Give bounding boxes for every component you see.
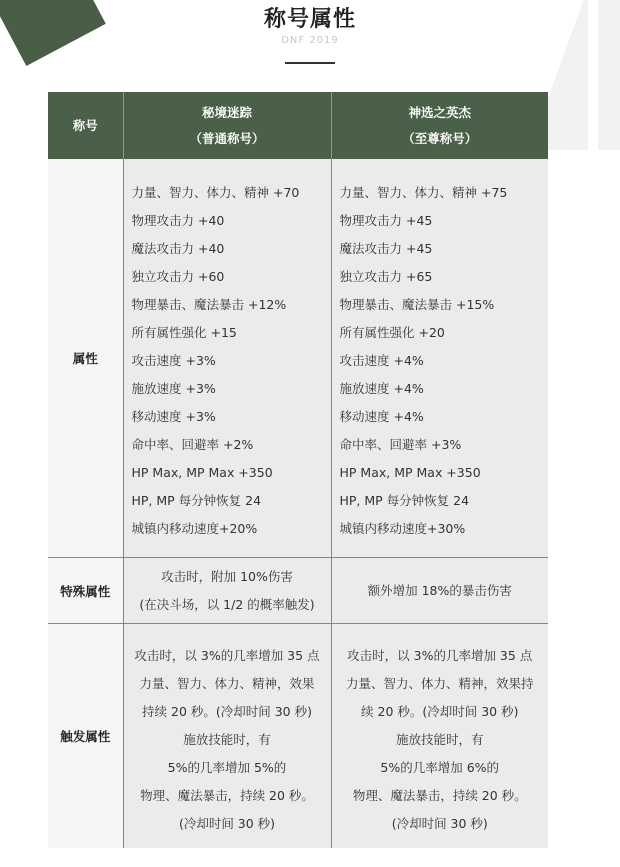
stat-line: 移动速度 +3%	[131, 409, 216, 424]
header-col1-tier: （普通称号）	[189, 130, 265, 146]
table-row-special	[48, 558, 548, 624]
special-line: (在决斗场，以 1/2 的概率触发)	[139, 596, 315, 612]
page-subtitle: DNF 2019	[281, 35, 339, 46]
table-header-row	[48, 92, 548, 159]
trigger-line: 5%的几率增加 5%的	[167, 760, 287, 775]
trigger-line: (冷却时间 30 秒)	[391, 816, 488, 831]
trigger-line: 施放技能时，有	[183, 732, 271, 747]
trigger-line: (冷却时间 30 秒)	[178, 816, 276, 831]
stat-line: 移动速度 +4%	[339, 409, 424, 424]
header-col2-tier: （至尊称号）	[402, 130, 478, 146]
stat-line: 城镇内移动速度+30%	[339, 521, 466, 536]
trigger-col1	[123, 624, 331, 849]
stat-line: HP Max, MP Max +350	[131, 465, 273, 480]
attributes-col2	[331, 159, 548, 558]
row-label-special: 特殊属性	[48, 558, 123, 624]
special-line: 攻击时，附加 10%伤害	[161, 568, 293, 584]
stat-line: 独立攻击力 +65	[339, 269, 433, 284]
header-label-cell: 称号	[48, 92, 123, 159]
stat-line: 施放速度 +4%	[339, 381, 424, 396]
stat-line: 力量、智力、体力、精神 +75	[339, 185, 508, 200]
stat-line: 物理攻击力 +45	[339, 213, 433, 228]
trigger-line: 力量、智力、体力、精神，效果持	[345, 676, 534, 691]
header-col1-name: 秘境迷踪	[201, 104, 252, 120]
header-col2-cell	[331, 92, 548, 159]
table-row-trigger	[48, 624, 548, 849]
row-label-trigger: 触发属性	[48, 624, 123, 849]
stat-line: 物理暴击、魔法暴击 +15%	[339, 297, 495, 312]
stat-line: 魔法攻击力 +40	[131, 241, 225, 256]
stat-line: 攻击速度 +4%	[339, 353, 424, 368]
special-line: 额外增加 18%的暴击伤害	[367, 582, 512, 598]
stat-line: 施放速度 +3%	[131, 381, 216, 396]
trigger-line: 物理、魔法暴击，持续 20 秒。	[140, 788, 314, 803]
trigger-line: 续 20 秒。(冷却时间 30 秒)	[361, 704, 519, 719]
special-col1	[123, 558, 331, 624]
stat-line: 物理暴击、魔法暴击 +12%	[131, 297, 287, 312]
stat-line: HP, MP 每分钟恢复 24	[131, 493, 262, 508]
stat-line: 力量、智力、体力、精神 +70	[131, 185, 300, 200]
stat-line: 所有属性强化 +20	[339, 325, 445, 340]
special-col2	[331, 558, 548, 624]
stat-line: 命中率、回避率 +2%	[131, 437, 254, 452]
title-attributes-table	[48, 92, 548, 848]
row-label-attributes: 属性	[48, 159, 123, 558]
stat-line: 独立攻击力 +60	[131, 269, 225, 284]
stat-line: 城镇内移动速度+20%	[131, 521, 258, 536]
decor-edge-right	[588, 0, 598, 867]
trigger-line: 施放技能时，有	[395, 732, 484, 747]
stat-line: 命中率、回避率 +3%	[339, 437, 462, 452]
trigger-line: 5%的几率增加 6%的	[380, 760, 500, 775]
title-divider	[285, 62, 335, 64]
trigger-line: 攻击时，以 3%的几率增加 35 点	[347, 648, 533, 663]
header-col2-name: 神选之英杰	[408, 104, 471, 120]
stat-line: HP Max, MP Max +350	[339, 465, 481, 480]
stat-line: HP, MP 每分钟恢复 24	[339, 493, 470, 508]
page-title: 称号属性	[263, 7, 356, 32]
trigger-line: 力量、智力、体力、精神，效果	[139, 676, 315, 691]
stat-line: 物理攻击力 +40	[131, 213, 225, 228]
trigger-col2	[331, 624, 548, 849]
stat-line: 攻击速度 +3%	[131, 353, 216, 368]
stat-line: 魔法攻击力 +45	[339, 241, 433, 256]
stat-line: 所有属性强化 +15	[131, 325, 237, 340]
trigger-line: 持续 20 秒。(冷却时间 30 秒)	[142, 704, 312, 719]
trigger-line: 攻击时，以 3%的几率增加 35 点	[134, 648, 320, 663]
table-row-attributes	[48, 159, 548, 558]
header-col1-cell	[123, 92, 331, 159]
attributes-col1	[123, 159, 331, 558]
page-header	[0, 0, 620, 64]
trigger-line: 物理、魔法暴击，持续 20 秒。	[352, 788, 527, 803]
